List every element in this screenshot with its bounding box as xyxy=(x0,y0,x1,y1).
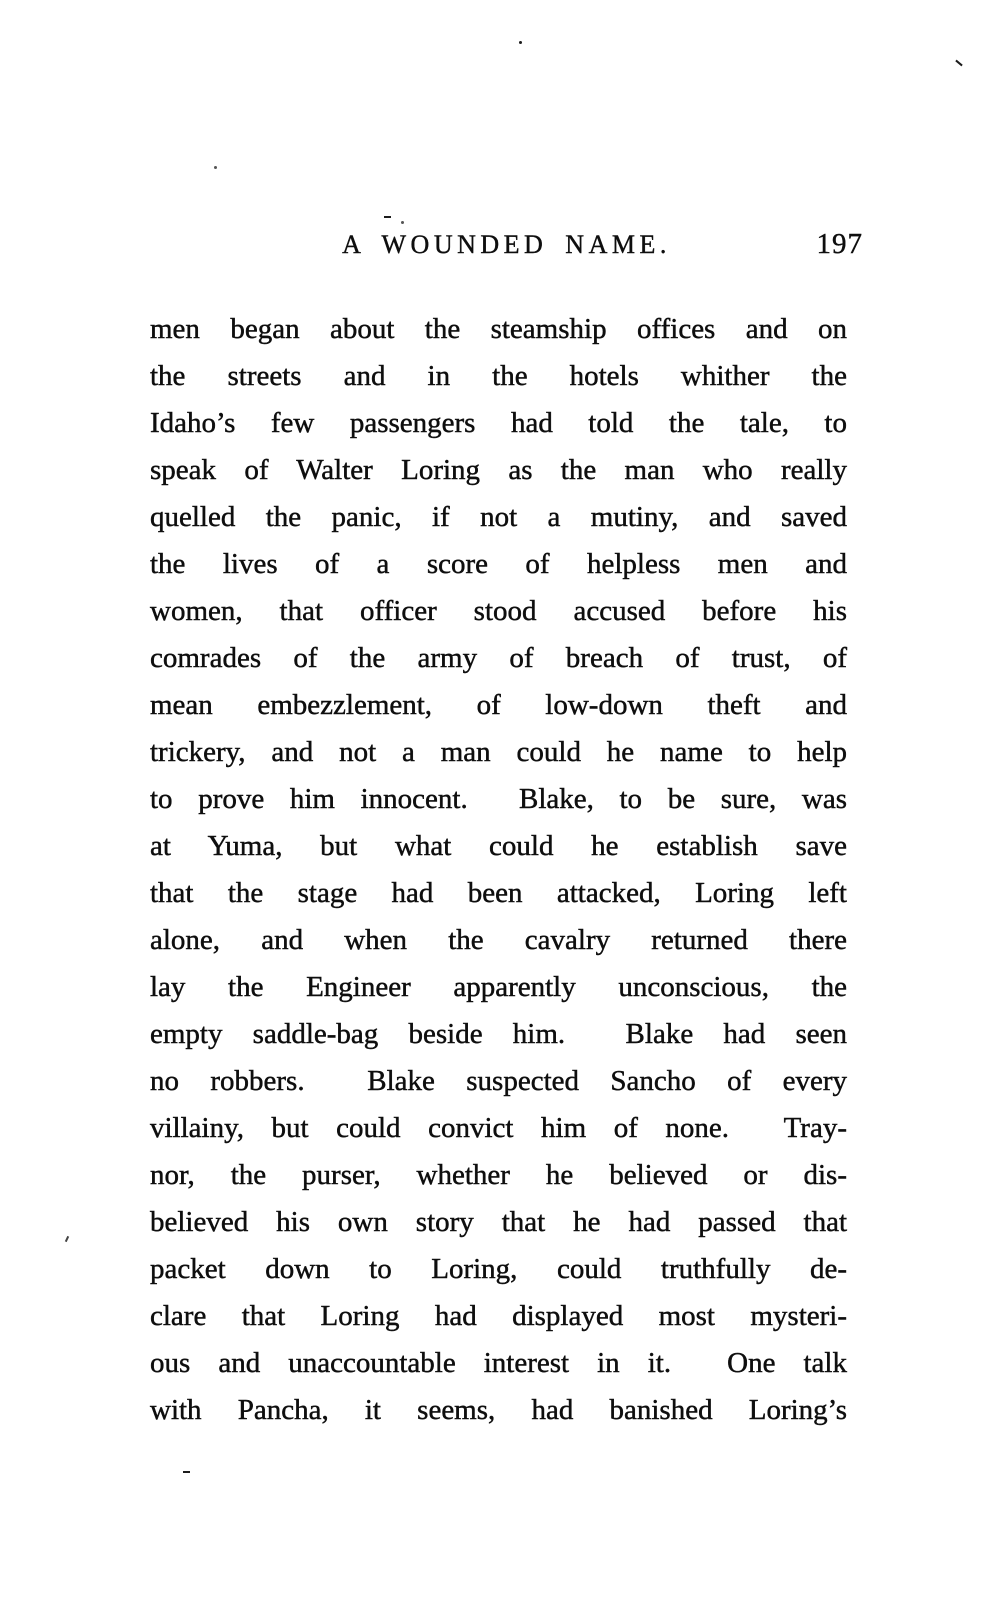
scan-speck xyxy=(65,1236,69,1242)
text-line: Idaho’s few passengers had told the tale, to xyxy=(150,407,847,439)
text-line: packet down to Loring, could truthfully de- xyxy=(150,1253,847,1285)
page-number: 197 xyxy=(816,228,863,260)
body-text xyxy=(150,306,847,1434)
text-line: mean embezzlement, of low-down theft and xyxy=(150,689,847,721)
text-line: comrades of the army of breach of trust, of xyxy=(150,642,847,674)
text-line: trickery, and not a man could he name to help xyxy=(150,736,847,768)
text-line: the streets and in the hotels whither the xyxy=(150,360,847,392)
text-line: no robbers. Blake suspected Sancho of every xyxy=(150,1065,847,1097)
text-line: men began about the steamship offices and on xyxy=(150,313,847,345)
scan-speck xyxy=(384,216,391,218)
text-line: speak of Walter Loring as the man who really xyxy=(150,454,847,486)
text-line: alone, and when the cavalry returned there xyxy=(150,924,847,956)
text-line: the lives of a score of helpless men and xyxy=(150,548,847,580)
text-line: with Pancha, it seems, had banished Loring’s xyxy=(150,1394,847,1426)
text-line: ous and unaccountable interest in it. One talk xyxy=(150,1347,847,1379)
text-line: clare that Loring had displayed most mysteri- xyxy=(150,1300,847,1332)
running-header xyxy=(150,228,863,270)
text-line: quelled the panic, if not a mutiny, and saved xyxy=(150,501,847,533)
text-line: lay the Engineer apparently unconscious, the xyxy=(150,971,847,1003)
scan-speck xyxy=(955,60,962,67)
text-line: that the stage had been attacked, Loring left xyxy=(150,877,847,909)
scan-speck xyxy=(519,41,522,44)
text-line: empty saddle-bag beside him. Blake had seen xyxy=(150,1018,847,1050)
text-line: villainy, but could convict him of none. Tray- xyxy=(150,1112,847,1144)
text-line: believed his own story that he had passed that xyxy=(150,1206,847,1238)
scan-speck xyxy=(214,166,217,169)
text-line: to prove him innocent. Blake, to be sure, was xyxy=(150,783,847,815)
scan-speck xyxy=(183,1471,190,1473)
page-title: A WOUNDED NAME. xyxy=(342,230,671,259)
text-line: women, that officer stood accused before his xyxy=(150,595,847,627)
text-line: nor, the purser, whether he believed or dis- xyxy=(150,1159,847,1191)
scan-speck xyxy=(401,221,404,224)
text-line: at Yuma, but what could he establish save xyxy=(150,830,847,862)
